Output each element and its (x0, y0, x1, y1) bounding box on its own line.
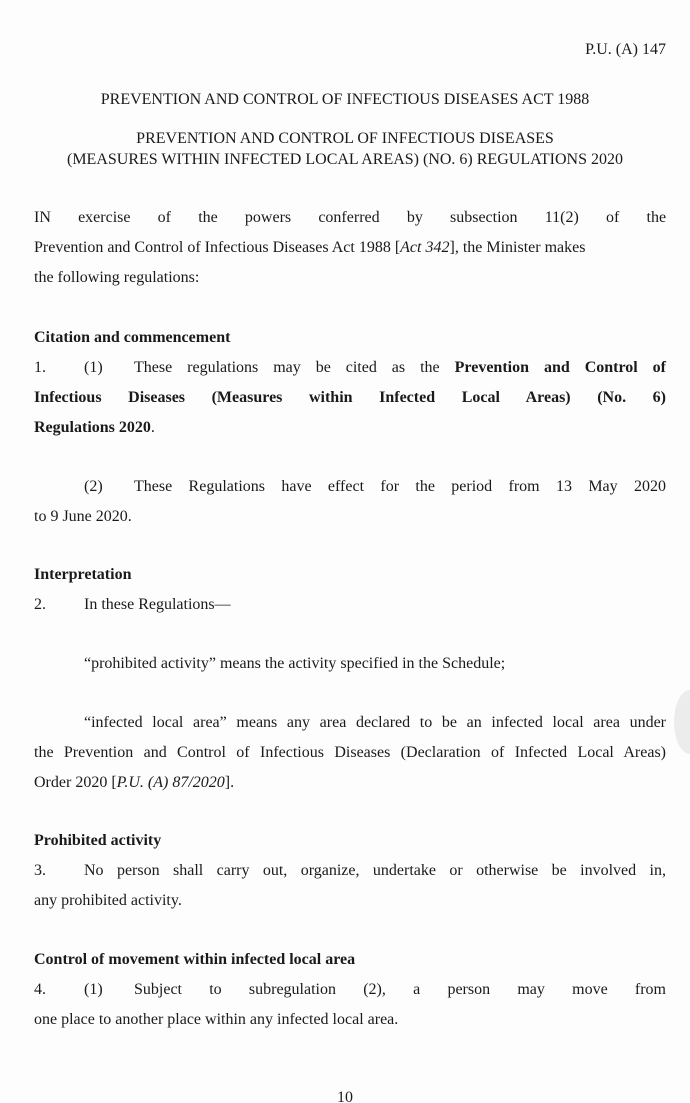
section-1-para-1-line-2: Infectious Diseases (Measures within Infected Local Areas) (No. 6) (34, 389, 666, 406)
section-1-number: 1. (34, 359, 46, 376)
definition-infected-local-area-line-3: Order 2020 [P.U. (A) 87/2020]. (34, 774, 235, 791)
section-3-line-1: No person shall carry out, organize, undertake or otherwise be involved in, (84, 862, 666, 879)
section-4-para-1-number: (1) (84, 981, 103, 998)
preamble-line-1: IN exercise of the powers conferred by subsection 11(2) of the (34, 209, 667, 226)
edge-shadow (674, 690, 690, 754)
section-1-para-2-line-2: to 9 June 2020. (34, 508, 132, 525)
section-3-number: 3. (34, 862, 46, 879)
section-4-para-1-line-2: one place to another place within any infected local area. (34, 1011, 399, 1028)
pu-reference: P.U. (A) 87/2020 (116, 774, 225, 791)
regulation-title-line-1: PREVENTION AND CONTROL OF INFECTIOUS DISEASES (136, 130, 554, 147)
preamble-line-2: Prevention and Control of Infectious Diseases Act 1988 [Act 342], the Minister makes (34, 239, 586, 256)
preamble-line-3: the following regulations: (34, 269, 200, 286)
definition-infected-local-area-line-2: the Prevention and Control of Infectious Diseases (Declaration of Infected Local Areas) (34, 744, 666, 761)
act-reference: Act 342 (400, 239, 450, 256)
section-3-line-2: any prohibited activity. (34, 892, 182, 909)
page-number: 10 (337, 1089, 353, 1103)
section-2-heading: Interpretation (34, 566, 132, 583)
section-1-para-1-line-1: These regulations may be cited as the Prevention and Control of (134, 359, 667, 376)
section-4-number: 4. (34, 981, 46, 998)
section-2-number: 2. (34, 596, 46, 613)
section-4-para-1-line-1: Subject to subregulation (2), a person may move from (134, 981, 666, 998)
section-1-para-2-line-1: These Regulations have effect for the period from 13 May 2020 (134, 478, 666, 495)
page-reference: P.U. (A) 147 (585, 41, 666, 58)
definition-infected-local-area-line-1: “infected local area” means any area declared to be an infected local area under (84, 714, 666, 731)
section-1-para-1-line-3: Regulations 2020. (34, 419, 155, 436)
section-1-para-2-number: (2) (84, 478, 103, 495)
section-2-lead: In these Regulations— (84, 596, 231, 613)
definition-prohibited-activity: “prohibited activity” means the activity specified in the Schedule; (84, 655, 506, 672)
section-1-heading: Citation and commencement (34, 329, 231, 346)
section-3-heading: Prohibited activity (34, 832, 162, 849)
regulation-title-line-2: (MEASURES WITHIN INFECTED LOCAL AREAS) (NO. 6) REGULATIONS 2020 (67, 151, 623, 168)
act-title: PREVENTION AND CONTROL OF INFECTIOUS DISEASES ACT 1988 (100, 91, 590, 108)
section-4-heading: Control of movement within infected local area (34, 951, 356, 968)
section-1-para-1-number: (1) (84, 359, 103, 376)
